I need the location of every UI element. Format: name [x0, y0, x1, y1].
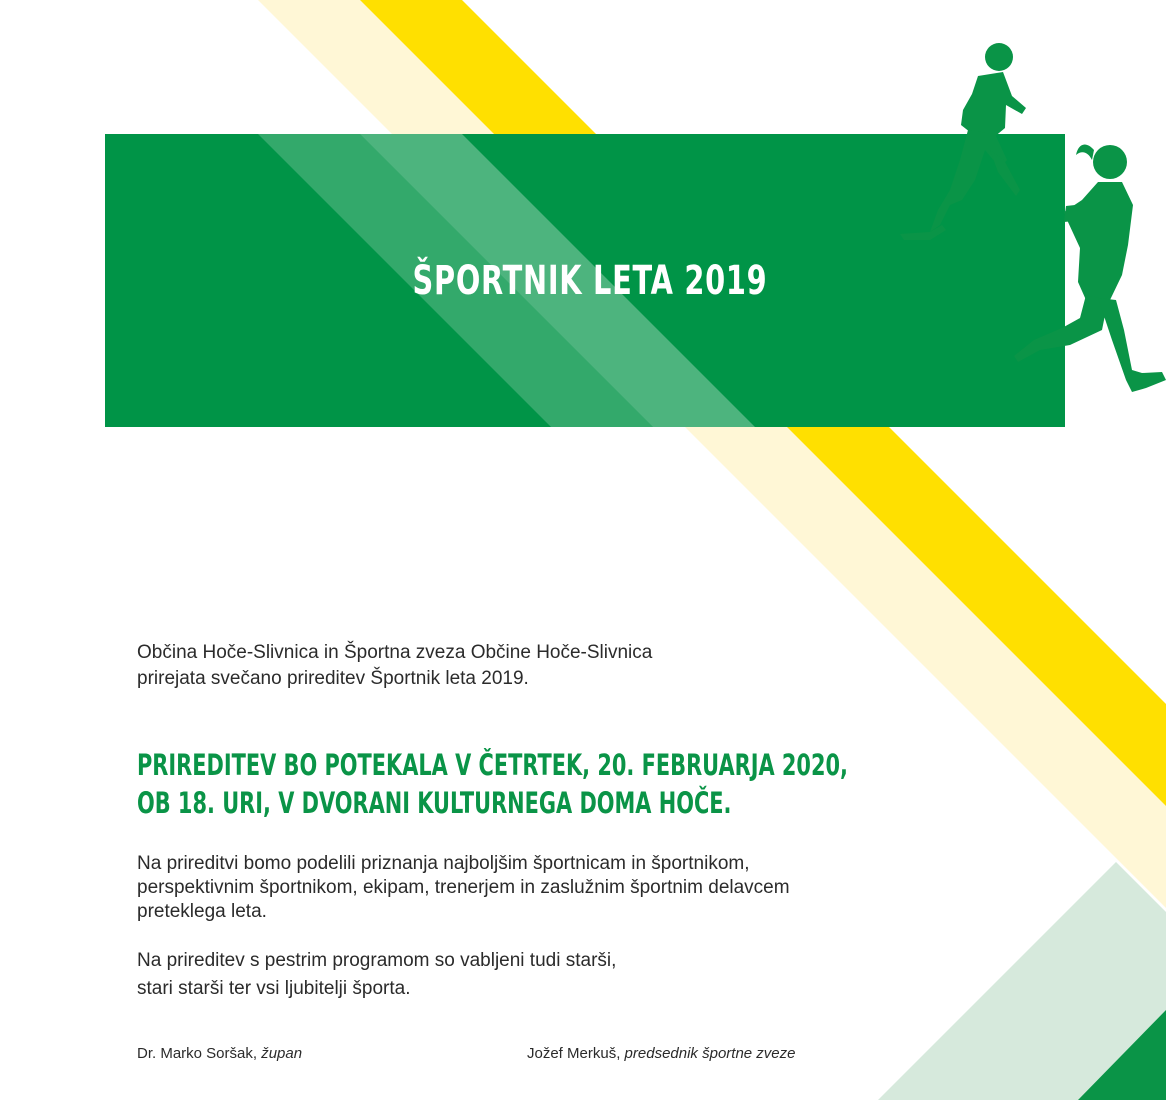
running-man-icon	[900, 43, 1026, 240]
intro-line-1: Občina Hoče-Slivnica in Športna zveza Občine Hoče-Slivnica	[137, 642, 653, 663]
invitation-line-1: Na prireditev s pestrim programom so vabljeni tudi starši,	[137, 950, 617, 971]
page-title: ŠPORTNIK LETA 2019	[412, 258, 768, 304]
intro-text	[137, 640, 697, 692]
event-headline	[137, 746, 848, 822]
awards-paragraph: Na prireditvi bomo podelili priznanja najboljšim športnicam in športnikom, perspektivnim športnikom, ekipam, trenerjem in zaslužnim športnim delavcem preteklega leta.	[137, 853, 790, 922]
headline-line-2: OB 18. URI, V DVORANI KULTURNEGA DOMA HOČE.	[137, 786, 732, 820]
headline-line-1: PRIREDITEV BO POTEKALA V ČETRTEK, 20. FEBRUARJA 2020,	[137, 748, 848, 782]
signature-role: predsednik športne zveze	[624, 1045, 796, 1062]
intro-line-2: prirejata svečano prireditev Športnik leta 2019.	[137, 668, 529, 689]
invitation-paragraph	[137, 947, 697, 1003]
signature-president	[527, 1045, 795, 1062]
signature-name: Jožef Merkuš,	[527, 1045, 621, 1062]
running-woman-icon	[1014, 145, 1166, 392]
signature-name: Dr. Marko Soršak,	[137, 1045, 258, 1062]
signature-role: župan	[261, 1045, 303, 1062]
invitation-line-2: stari starši ter vsi ljubitelji športa.	[137, 978, 411, 999]
signature-mayor	[137, 1045, 302, 1062]
